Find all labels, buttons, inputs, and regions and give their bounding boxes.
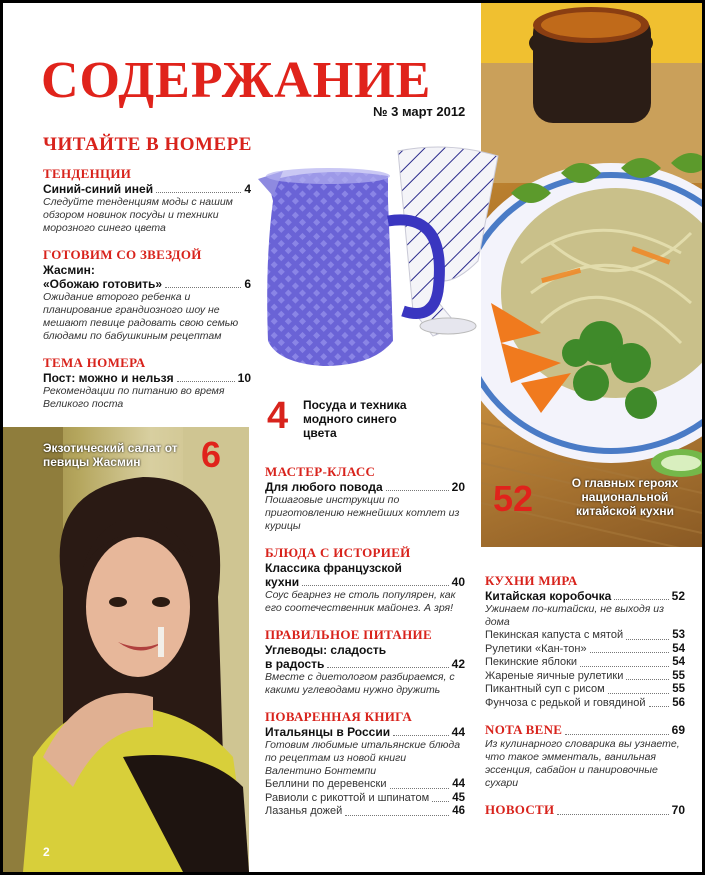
glass-callout-text: Посуда и техника модного синего цвета bbox=[303, 398, 407, 440]
section-title: ПРАВИЛЬНОЕ ПИТАНИЕ bbox=[265, 627, 432, 642]
section-title: ГОТОВИМ СО ЗВЕЗДОЙ bbox=[43, 247, 202, 262]
entry-page: 10 bbox=[237, 371, 251, 385]
entry-description: Рекомендации по питанию во время Великого поста bbox=[43, 385, 225, 410]
list-item[interactable]: Фунчоза с редькой и говядиной 56 bbox=[485, 696, 685, 709]
woman-callout-number: 6 bbox=[201, 434, 222, 475]
woman-illustration bbox=[3, 427, 249, 872]
toc-entry-proper-nutrition[interactable] bbox=[265, 627, 465, 697]
read-in-issue-heading: ЧИТАЙТЕ В НОМЕРЕ bbox=[43, 134, 252, 155]
toc-entry-dishes-history[interactable] bbox=[265, 545, 465, 615]
toc-right-column bbox=[485, 573, 685, 818]
salad-photo bbox=[481, 3, 702, 547]
entry-headline-line1: Углеводы: сладость bbox=[265, 643, 387, 657]
list-item[interactable]: Беллини по деревенски 44 bbox=[265, 778, 465, 790]
section-title: КУХНИ МИРА bbox=[485, 573, 578, 588]
toc-middle-column bbox=[265, 464, 465, 819]
entry-headline-line2: «Обожаю готовить» bbox=[43, 277, 163, 291]
entry-page: 70 bbox=[671, 803, 685, 817]
section-title: НОВОСТИ bbox=[485, 802, 555, 817]
entry-page: 40 bbox=[451, 575, 465, 589]
section-title: БЛЮДА С ИСТОРИЕЙ bbox=[265, 545, 411, 560]
list-item[interactable]: Пекинская капуста с мятой 53 bbox=[485, 629, 685, 641]
entry-description: Ожидание второго ребенка и планирование грандиозного шоу не мешают певице радовать свою семью блюдами по бабушкиным рецептам bbox=[43, 291, 239, 342]
entry-description: Готовим любимые итальянские блюда по рецептам из новой книги Валентино Бонтемпи bbox=[265, 739, 461, 777]
section-title: ТЕНДЕНЦИИ bbox=[43, 166, 132, 181]
list-item[interactable]: Пекинские яблоки 54 bbox=[485, 656, 685, 668]
toc-entry-issue-theme[interactable] bbox=[43, 355, 251, 411]
magazine-page bbox=[3, 3, 702, 872]
section-title: ПОВАРЕННАЯ КНИГА bbox=[265, 709, 413, 724]
entry-page: 6 bbox=[244, 277, 251, 291]
entry-description: Вместе с диетологом разбираемся, с какими углеводами нужно дружить bbox=[265, 671, 455, 696]
entry-headline: Для любого повода bbox=[265, 480, 383, 494]
entry-headline: Пост: можно и нельзя bbox=[43, 371, 174, 385]
entry-headline: Синий-синий иней bbox=[43, 182, 154, 196]
section-title: ТЕМА НОМЕРА bbox=[43, 355, 146, 370]
entry-description: Пошаговые инструкции по приготовлению нежнейших котлет из курицы bbox=[265, 494, 460, 532]
entry-page: 4 bbox=[244, 182, 251, 196]
entry-headline: Китайская коробочка bbox=[485, 589, 612, 603]
list-item[interactable]: Рулетики «Кан-тон» 54 bbox=[485, 642, 685, 655]
entry-page: 20 bbox=[451, 480, 465, 494]
toc-entry-star-cooking[interactable] bbox=[43, 247, 251, 343]
entry-description: Из кулинарного словарика вы узнаете, что такое эмменталь, ванильная эссенция, сабайон и панировочные сухари bbox=[485, 738, 680, 789]
glass-callout-number: 4 bbox=[267, 395, 289, 437]
issue-info: № 3 март 2012 bbox=[373, 104, 466, 119]
entry-description: Следуйте тенденциям моды с нашим обзором новинок посуды и техники морозного синего цвета bbox=[43, 196, 233, 234]
salad-callout-number: 52 bbox=[493, 478, 534, 519]
entry-page: 42 bbox=[451, 657, 465, 671]
list-item[interactable]: Пикантный суп с рисом 55 bbox=[485, 683, 685, 695]
page-title: СОДЕРЖАНИЕ bbox=[41, 52, 432, 109]
toc-left-column bbox=[43, 166, 251, 411]
list-item[interactable]: Равиоли с рикоттой и шпинатом 45 bbox=[265, 791, 465, 804]
salad-callout-text: О главных героях национальной китайской кухни bbox=[571, 476, 679, 518]
entry-headline-line2: в радость bbox=[265, 657, 325, 671]
toc-entry-world-cuisines[interactable] bbox=[485, 573, 685, 710]
entry-description: Ужинаем по-китайски, не выходя из дома bbox=[485, 603, 664, 628]
jasmine-photo bbox=[3, 427, 249, 872]
entry-page: 44 bbox=[451, 725, 465, 739]
entry-headline-line2: кухни bbox=[265, 575, 300, 589]
entry-page: 52 bbox=[671, 589, 685, 603]
blue-glassware-illustration bbox=[253, 141, 501, 386]
woman-callout-text: Экзотический салат от певицы Жасмин bbox=[43, 441, 178, 469]
toc-entry-master-class[interactable] bbox=[265, 464, 465, 533]
list-item[interactable]: Жареные яичные рулетики 55 bbox=[485, 669, 685, 682]
salad-illustration bbox=[481, 3, 702, 547]
toc-entry-news[interactable] bbox=[485, 802, 685, 818]
entry-headline: Итальянцы в России bbox=[265, 725, 391, 739]
section-title: МАСТЕР-КЛАСС bbox=[265, 464, 376, 479]
entry-page: 69 bbox=[671, 723, 685, 737]
entry-description: Соус беарнез не столь популярен, как его соотечественник майонез. А зря! bbox=[265, 589, 456, 614]
list-item[interactable]: Лазанья дожей 46 bbox=[265, 805, 465, 817]
entry-headline-line1: Жасмин: bbox=[43, 263, 95, 277]
section-title: NOTA BENE bbox=[485, 722, 563, 737]
toc-entry-cookbook[interactable] bbox=[265, 709, 465, 819]
toc-entry-nota-bene[interactable] bbox=[485, 722, 685, 790]
page-number: 2 bbox=[43, 845, 50, 859]
toc-entry-tendencies[interactable] bbox=[43, 166, 251, 235]
entry-headline-line1: Классика французской bbox=[265, 561, 402, 575]
